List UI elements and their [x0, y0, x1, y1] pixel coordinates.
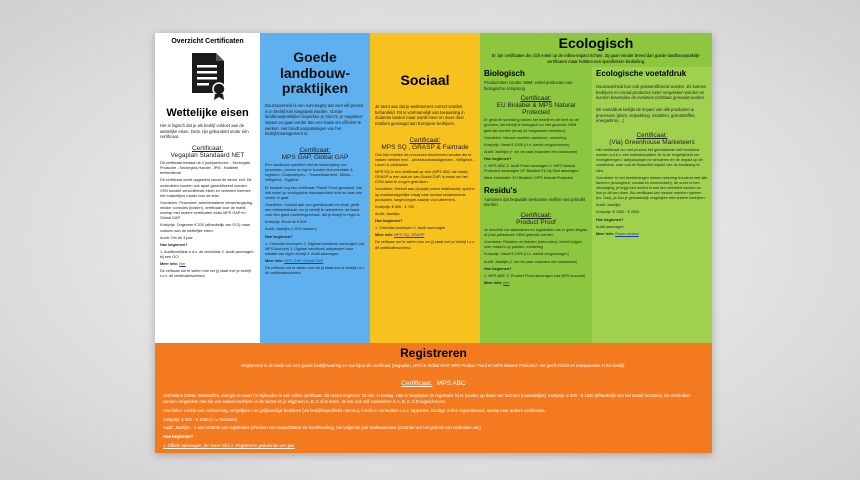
body-text: Je beschikt via staalnames en registraties dat er geen illegale of (niet-)aflaatbare GBM gebruikt worden. — [484, 227, 588, 238]
intro-text: Registreren is de basis van een goede bedrijfsvoering en van bijna elk certificaat (Vegaplan, MPS & Global GAP, MPS Product Proof en MPS Natural Protected. Het geeft inzicht en transparantie in het bedrijf. — [241, 363, 626, 368]
kostprijs-text: Kostprijs: € 600 - € 700 — [375, 204, 415, 209]
kostprijs-text: Kostprijs: Ongeveer € 200 (afhankelijk van OCI) maar voldoen aan de wettelijke eisen. — [160, 223, 251, 233]
body-text: Verbruiken (GBM, meststoffen, energie en water) in bijhouden in een online certificaat. Dit neemt ongeveer 15 min. in beslag. Hoe is toegelaten de registratie bij te houden op basis van facturen (maandelijks). Kostprijs: € 800 - € 1500 (afhankelijk van het aantal hectares). De verbruiken worden vergeleken met die van andere bedrijven in de sector en je krijgt een A, B, C of D score. Je kan ook zelf controleren in A, B, C of D ingeschreven. — [163, 392, 691, 404]
meer-info-label: Meer info: — [484, 280, 503, 285]
heading-registreren: Registreren — [400, 346, 467, 360]
begin-title: Hoe beginnen? — [484, 157, 512, 162]
footer-text: De zelfscan om te weten hoe ver jij staat met je bedrijf t.o.v. dit certificatieschema. — [265, 266, 365, 276]
body-text: MPS SQ is een certificaat op zich (MPS ABC als basis). GRASP is een add-on van Global GAP, is enkel om het GGN-label te mogen gebruiken. — [375, 170, 469, 185]
voordelen-text: Voordelen: Financieel, administratieve verwerkingsdag, minder controles (kosten), certificaat voor de markt, overlap met andere certificaten zoals MPS GAP en Global GAP. — [160, 200, 253, 221]
body-text: Een handboek opstellen met de beschrijving van processen, proces en log te houden documentatie & registers. Onderwerpen: - Traceerbaarheid - Milieu - Veiligheid - Hygiëne — [265, 163, 353, 183]
begin-steps: 1. Checklist doorlopen 2. Audit aanvragen — [375, 226, 446, 231]
certificate-value: MPS SQ , GRASP & Fairtrade — [381, 143, 469, 151]
meer-info-link[interactable]: hier — [179, 262, 186, 267]
certificate-label: Certificaat: — [299, 147, 331, 155]
document-icon — [186, 51, 230, 101]
body-text: Er bestaat nog een certificaat, Planet Proof genaamd, dat ook enkel op ecologische duurzaamheid richt en daar iets verder in gaat. — [265, 185, 362, 200]
certificate-label: Certificaat: — [520, 211, 552, 219]
body-text: De voetafdruk bekijkt de impact van alle producten & processen (plant, verpakking, middelen, grondstoffen, energiebron,...) — [596, 107, 696, 124]
body-text: Ook hier moeten de processen beschreven worden die te maken hebben met: - Arbeidsomstandigheden - Veiligheid - Lonen & contracten — [375, 152, 475, 167]
footer-text: De zelfscan om te weten hoe ver jij staat met je bedrijf t.o.v. dit certificatieschema. — [375, 240, 475, 250]
column-sociaal — [370, 33, 480, 343]
audit-text: Audit: Om de 3 jaar — [160, 235, 193, 240]
intro-text: Duurzaamheid kan ook gekwantificeerd worden. Zo kunnen bedrijven en vooral producten beter vergeleken worden en kunnen bovendien de evoluties zichtbaar gemaakt worden. — [596, 84, 707, 101]
begin-steps[interactable]: 1. Offerte aanvragen, (en meer info) 2. Registreren gedurende een jaar — [163, 443, 295, 449]
heading-residus: Residu's — [484, 185, 518, 195]
certificate-value: MPS ABC — [436, 379, 466, 387]
intro-text: Producenten zonder GBM: enkel producten van biologische oorsprong — [484, 80, 573, 91]
meer-info-label: Meer info: — [596, 231, 615, 236]
meer-info-link[interactable]: hier — [503, 280, 510, 285]
heading-biologisch: Biologisch — [484, 69, 525, 78]
body-text: Dit certificaat bestaat uit 4 (sub)sectoren: - Sectorgids Productie - Sectorgids Handel - IPM - Kwaliteit teeltmaterial — [160, 161, 251, 176]
heading-wettelijke-eisen: Wettelijke eisen — [166, 107, 249, 119]
meer-info-link[interactable]: Room contact — [615, 231, 639, 236]
begin-title: Hoe beginnen? — [596, 217, 624, 222]
begin-steps: 1. MPS-ABC 2. Product Proof aanvragen (via MPS Account) — [484, 273, 586, 278]
begin-steps: 1. Checklist doorlopen 2. Digitaal handboek aanvragen (via MPS Account) 3. Digitaal handboek aanpassen naar situatie van eigen bedrijf 4. Audit aanvragen — [265, 241, 365, 256]
voordelen-text: Voordelen: In het berekeningen nemen rekening houdend met alle factoren (ecologisch, sociaal en economisch), de score is een uitnodiging, je krijgt een inzicht in wat hen verbetert worden en hoe je dit kan doen. Als certificaat kan nieuwe markten openen (bv. Gaa), je kan je gemakkelijk vergelijken met andere bedrijven. — [596, 175, 708, 201]
column-goede-landbouwpraktijken — [260, 33, 370, 343]
footer-text: De zelfscan om te weten hoe ver jij staat met je bedrijf t.o.v. dit certificatieschema. — [160, 269, 251, 279]
meer-info-label: Meer info: — [375, 233, 394, 238]
section-ecologische-voetafdruk — [592, 67, 712, 343]
column-wettelijke-eisen — [155, 33, 260, 343]
column-ecologisch — [480, 33, 712, 343]
begin-steps: 1. MPS-ABC 2. Audit Proef aanvragen 3. MPS Natural Protected aanvragen OF Biolabel EU bij Skal aanvragen — [484, 164, 579, 174]
certificate-label: Certificaat: — [520, 95, 552, 103]
certificate-value: MPS GAP, Global GAP — [281, 154, 349, 162]
kostprijs-text: Kostprijs: € 600 - € 1000 (i.f.v. hectares) — [163, 416, 237, 422]
body-text: Dit certificaat wordt opgesteld vanuit de sector zelf. De onderdelen kunnen ook apart gecertificeerd worden. VSN bundelt verschillende eisen en verbetert hiermee het makkelijker maakt voor de teler. — [160, 178, 252, 198]
heading-ecologische-voetafdruk: Ecologische voetafdruk — [596, 69, 687, 78]
section-biologisch — [480, 67, 592, 343]
heading-ecologisch: Ecologisch — [558, 35, 634, 51]
intro-text: Je toont aan dat je werknemers correct worden behandeld. Dit is voornamelijk van toepassing in Zuiderse landen maar wordt meer en meer door retailers gevraagd aan Europese bedrijven. — [375, 104, 465, 127]
kostprijs-text: Kostprijs: Vanaf € 1500 (i.f.v. aantal vergunningen) — [484, 252, 569, 257]
intro-text: Aantonen dat bepaalde werkzame stoffen niet gebruikt worden. — [484, 196, 586, 208]
audit-text: Audit: Jaarlijks (+10% random) — [265, 227, 317, 232]
begin-title: Hoe beginnen? — [163, 434, 194, 440]
body-text: Er geldt de scheiding tussen het bedrijf en de teelt op de gronden, het bedrijf is biologisch en niet gezonde GBM gebruikt worden (tenzij de toegestane middelen). — [484, 118, 579, 133]
audit-text: Audit: Jaarlijks — [596, 203, 621, 208]
intro-text: Er zijn certificaten die zich enkel op de milieu-impact richten. Zij gaan minder breed dan goede landbouwpraktijk-certificaten maar hebben een specifiekere bedoeling. — [491, 53, 701, 64]
audit-text: Audit: Jaarlijks (+ om de paar maanden een staalname) — [484, 149, 578, 154]
certificate-value: EU Biolabel & MPS Natural Protected — [496, 102, 576, 117]
begin-steps: 1. Auditeurelijste e.d.v. de checklists 2. Audit aanvragen bij een OCI — [160, 249, 254, 260]
voordelen-text: Voordelen: Voldoet aan (sociale) eisen retailhandel, spelt in op maatschappelijke vraag naar sociaal verantwoorde producten, toegevoegde waarde voor afnemers. — [375, 187, 475, 202]
intro-text: Duurzaamheid is een ruim begrip dat voor elk proces in je bedrijf kan toegepast worden. Goede landbouwpraktijken beperken je risico's, je negatieve impact en gaan verder dan een basis om efficiënt te werken. Het houdt aanpassingen van het bedrijfsmanagement in. — [265, 103, 364, 137]
certificate-label: Certificaat: — [401, 379, 433, 387]
voordelen-text: Voordelen: Voldoet aan een grondhandel en retail, geeft een referentiekader om je bedrijf te verbeteren, de basis voor een goed marketingverhaal, dat je bedrijf in regel is. — [265, 202, 361, 218]
meer-info-link[interactable]: MPS GAP, Global GAP — [284, 259, 324, 264]
heading-goede-landbouwpraktijken: Goede landbouw-praktijken — [280, 49, 350, 97]
body-text: Het certificaat om met product het gerelateerde zelf berekend worden a.d.h.v. een softwarepakket. Er is de mogelijkheid om invesgteringen / aanpassingen te simuleren en de impact op de voetafdruk, naar ook de financiële impact van de beslissing te zien. — [596, 148, 703, 173]
certificates-poster — [155, 33, 712, 453]
certificate-label: Certificaat: — [636, 132, 668, 140]
certificate-value: (Via) Greenhouse Marketeers — [609, 139, 695, 147]
certificate-value: Vegaplan Standaard NET — [170, 152, 245, 160]
begin-title: Hoe beginnen? — [375, 219, 403, 224]
begin-title: Hoe beginnen? — [484, 266, 512, 271]
kostprijs-text: Kostprijs: Rond de € 800 — [265, 220, 307, 225]
begin-title: Hoe beginnen? — [160, 242, 188, 247]
certificate-label: Certificaat: — [409, 136, 441, 144]
certificate-value: Product Proof — [516, 218, 556, 226]
voordelen-text: Voordelen: Nieuwe markten aanboren, marketing — [484, 135, 567, 140]
kostprijs-text: Kostprijs: Vanaf € 1000 (i.f.v. aantal vergunnieuwe) — [484, 142, 570, 147]
voordelen-text: Voordelen: Inzicht van roeifomnrag, vergelijken met gelijkaardige bedrijven (via bedrijfsspecifieke normen), inzicht in verbruiken o.b.v. rapporten, handige online registratietool, opstap naar andere certificaten. — [163, 407, 546, 413]
meer-info-label: Meer info: — [160, 262, 179, 267]
audit-text: Audit: Jaarlijks - 1 van controle van registraties (checken van maandstaten via boekhouding), het volgende jaar tradmaatname (controle van het gebruik van verbruiken etc) — [163, 425, 481, 431]
meer-info-link[interactable]: MPS SQ, GRASP — [394, 233, 425, 238]
begin-steps: Audit aanvragen — [596, 224, 624, 229]
section-registreren — [155, 343, 712, 453]
voordelen-text: Voordelen: Retailers en klanten (behouden), inzicht krijgen over residu's op planten, marketing — [484, 240, 583, 250]
begin-title: Hoe beginnen? — [265, 234, 293, 239]
heading-sociaal: Sociaal — [400, 72, 450, 88]
audit-text: Audit: Jaarlijks (+ om de paar maanden een staalname) — [484, 259, 578, 264]
kostprijs-text: Kostprijs: € 1500 - € 2500 — [596, 210, 640, 215]
audit-text: Audit: Jaarlijks — [375, 211, 400, 216]
meer-info-label: Meer info: — [265, 259, 284, 264]
poster-title: Overzicht Certificaten — [171, 38, 244, 45]
intro-text: Het is logisch dat je als bedrijf voldoet aan de wettelijke eisen. Deze zijn gebundeld onder één certificaat. — [160, 123, 249, 140]
certificate-label: Certificaat: — [191, 145, 224, 153]
meer-info-text: Meer informatie: EU Biolabel, MPS Natural Protected — [484, 176, 574, 181]
